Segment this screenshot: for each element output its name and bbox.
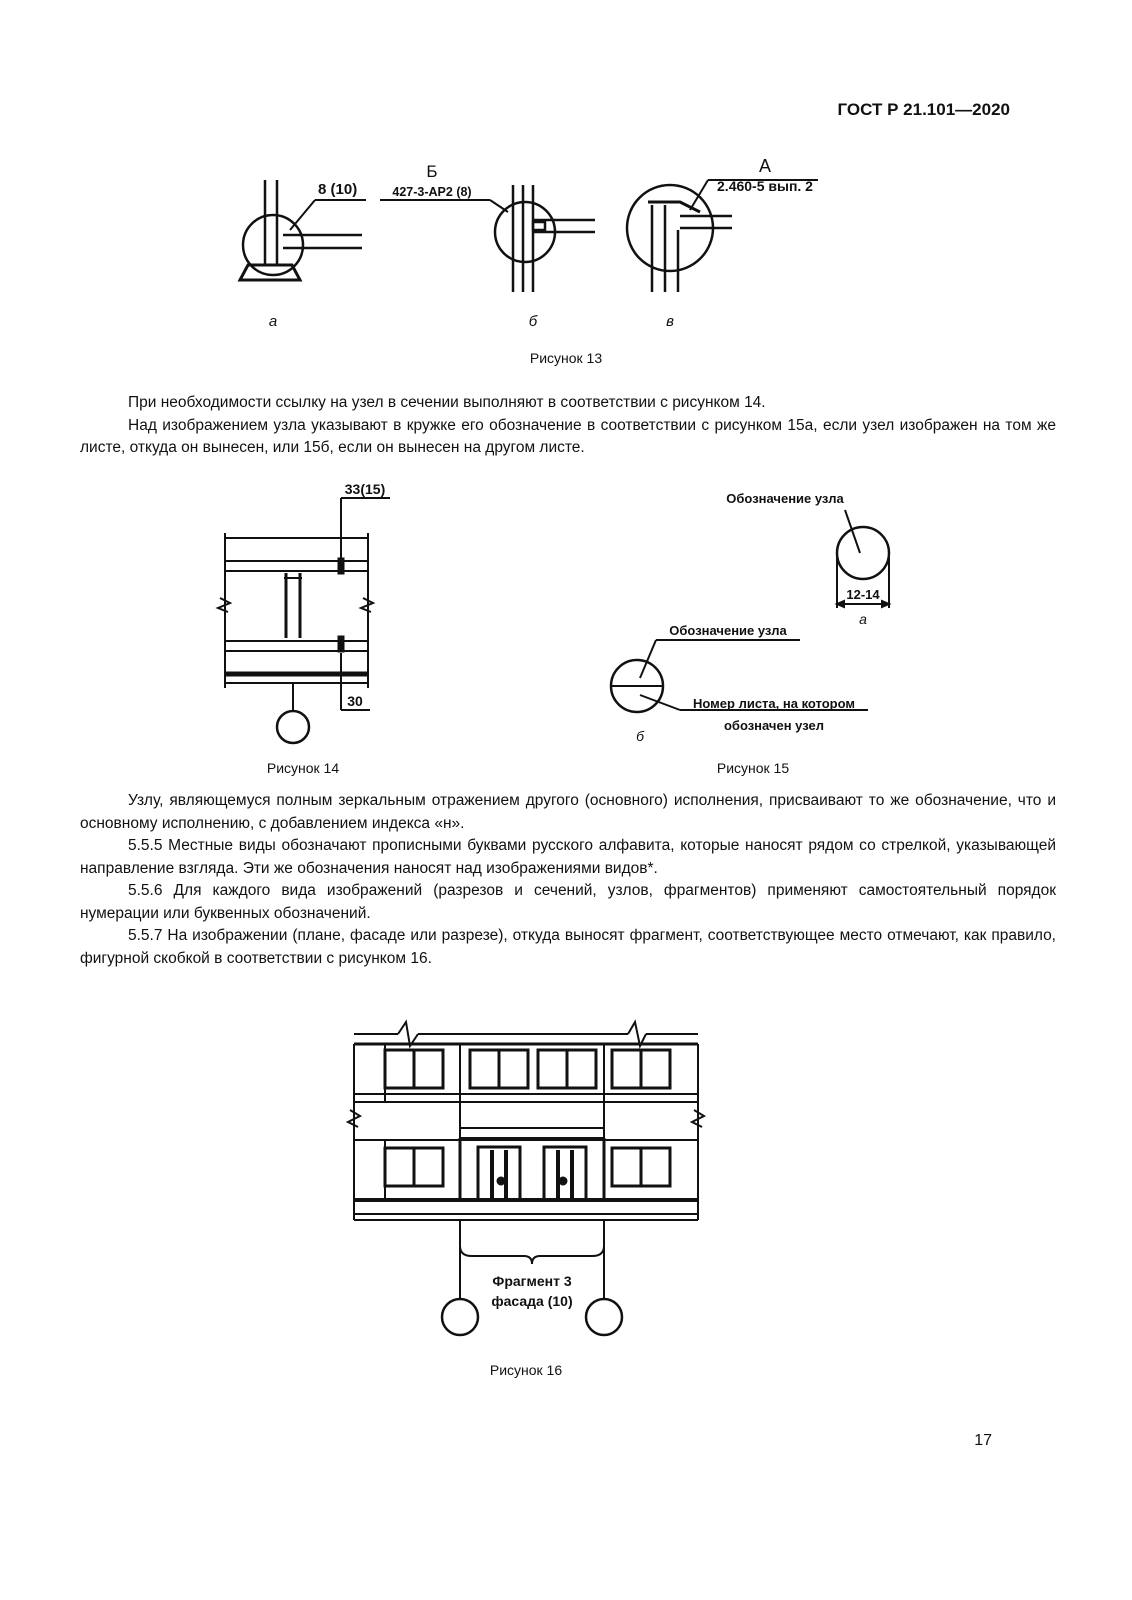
figure-15a-dimension: 12-14 xyxy=(846,587,880,602)
page-number: 17 xyxy=(974,1432,992,1449)
figure-16-label-2: фасада (10) xyxy=(491,1293,573,1309)
figure-14-label-top: 33(15) xyxy=(344,481,386,497)
paragraph: 5.5.5 Местные виды обозначают прописными буквами русского алфавита, которые наносят рядом со стрелкой, указывающей направление взгляда. Эти же обозначения наносят над изображениями видов*. xyxy=(80,837,1056,877)
figure-13c-node xyxy=(627,180,818,292)
figure-15a-label: Обозначение узла xyxy=(726,491,844,506)
figure-13b-node xyxy=(380,185,595,292)
figure-13b-label-bottom: 427-3-АР2 (8) xyxy=(392,185,472,199)
document-code: ГОСТ Р 21.101—2020 xyxy=(837,100,1010,119)
figure-15-drawing xyxy=(600,478,920,753)
figure-15b-label: Обозначение узла xyxy=(669,623,787,638)
figure-16-drawing xyxy=(340,1010,740,1355)
figure-14-caption: Рисунок 14 xyxy=(266,760,340,776)
figure-16-label-1: Фрагмент 3 xyxy=(492,1273,572,1289)
paragraph: 5.5.7 На изображении (плане, фасаде или разрезе), откуда выносят фрагмент, соответствующее место отмечают, как правило, фигурной скобкой в соответствии с рисунком 16. xyxy=(80,927,1056,967)
figure-14-label-bottom: 30 xyxy=(347,693,363,709)
figure-13b-label-top: Б xyxy=(426,162,438,181)
figure-13a-sublabel: а xyxy=(268,313,278,330)
figure-16-caption: Рисунок 16 xyxy=(489,1362,563,1378)
figure-13-drawing xyxy=(220,150,840,340)
figure-15-caption: Рисунок 15 xyxy=(716,760,790,776)
paragraph-block-2 xyxy=(80,790,1056,970)
figure-13a-label: 8 (10) xyxy=(318,181,358,198)
paragraph-block-1 xyxy=(80,392,1056,460)
figure-15b-sheet-label-2: обозначен узел xyxy=(723,718,825,733)
figure-15b-sheet-label-1: Номер листа, на котором xyxy=(693,696,855,711)
figure-13c-label-top: А xyxy=(758,156,772,176)
figure-14-drawing xyxy=(200,478,400,753)
paragraph: 5.5.6 Для каждого вида изображений (разрезов и сечений, узлов, фрагментов) применяют самостоятельный порядок нумерации или буквенных обозначений. xyxy=(80,882,1056,922)
figure-13c-label-bottom: 2.460-5 вып. 2 xyxy=(717,178,813,194)
figure-13c-sublabel: в xyxy=(666,313,674,330)
figure-15b-sublabel: б xyxy=(636,728,644,744)
figure-13b-sublabel: б xyxy=(528,313,538,330)
paragraph: При необходимости ссылку на узел в сечении выполняют в соответствии с рисунком 14. xyxy=(128,394,766,411)
paragraph: Узлу, являющемуся полным зеркальным отражением другого (основного) исполнения, присваивают то же обозначение, что и основному исполнению, с добавлением индекса «н». xyxy=(80,792,1056,832)
figure-13-caption: Рисунок 13 xyxy=(529,350,603,366)
figure-15a-sublabel: а xyxy=(859,611,867,627)
paragraph: Над изображением узла указывают в кружке его обозначение в соответствии с рисунком 15а, если узел изображен на том же листе, откуда он вынесен, или 15б, если он вынесен на другом листе. xyxy=(80,416,1056,456)
